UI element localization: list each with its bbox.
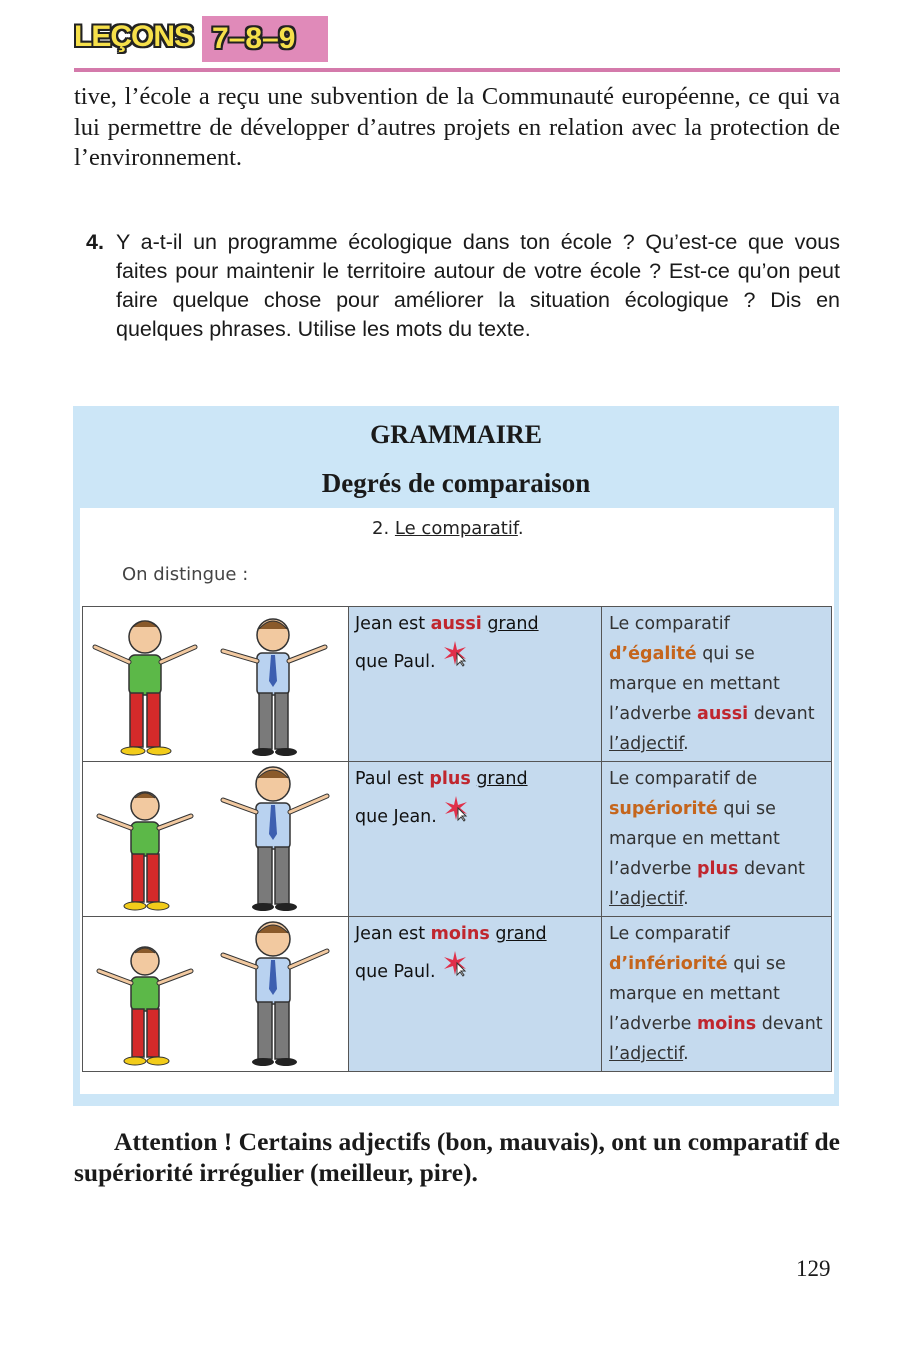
explanation-intro: Le comparatif de [609, 769, 758, 789]
two-men-taller-icon [83, 762, 348, 916]
table-row [83, 762, 832, 917]
example-cell [349, 917, 602, 1072]
example-rest: que Paul. [355, 962, 436, 982]
explanation-intro: Le comparatif [609, 924, 730, 944]
example-adverb: plus [429, 769, 471, 789]
click-spark-icon [441, 639, 469, 677]
explanation-adverb: aussi [697, 704, 749, 724]
explanation-cell [602, 607, 832, 762]
section-title-end: . [517, 518, 524, 539]
explanation-adjective: l’adjectif [609, 1044, 684, 1064]
explanation-adverb: plus [697, 859, 739, 879]
illustration-cell [83, 917, 349, 1072]
explanation-devant: devant [753, 704, 815, 724]
example-cell [349, 762, 602, 917]
example-subject: Jean est [355, 924, 426, 944]
illustration-cell [83, 762, 349, 917]
lesson-numbers: 7–8–9 [212, 22, 296, 55]
explanation-devant: devant [744, 859, 805, 879]
example-cell [349, 607, 602, 762]
example-adverb: aussi [430, 614, 482, 634]
distinguish-label: On distingue : [122, 564, 249, 585]
example-subject: Jean est [355, 614, 426, 634]
two-men-equal-icon [83, 607, 348, 761]
explanation-degree: d’égalité [609, 644, 697, 664]
explanation-devant: devant [761, 1014, 823, 1034]
illustration-cell [83, 607, 349, 762]
click-spark-icon [442, 794, 470, 832]
example-adjective: grand [476, 769, 528, 789]
section-title [372, 518, 524, 539]
grammar-box [73, 406, 839, 1106]
intro-paragraph: tive, l’école a reçu une subvention de la Communauté européenne, ce qui va lui permettre de développer d’autres projets en relation avec la protection de l’environnement. [74, 83, 840, 171]
page-number: 129 [796, 1256, 831, 1281]
example-adjective: grand [487, 614, 539, 634]
table-row [83, 917, 832, 1072]
explanation-intro: Le comparatif [609, 614, 730, 634]
example-rest: que Jean. [355, 807, 437, 827]
explanation-degree: supériorité [609, 799, 718, 819]
explanation-adjective: l’adjectif [609, 889, 684, 909]
explanation-adjective: l’adjectif [609, 734, 684, 754]
exercise-number: 4. [86, 230, 104, 254]
comparative-table [82, 606, 832, 1072]
example-adverb: moins [430, 924, 490, 944]
explanation-end: . [683, 889, 689, 909]
explanation-end: . [683, 1044, 689, 1064]
explanation-adverb: moins [697, 1014, 757, 1034]
exercise-4 [86, 228, 840, 344]
explanation-middle: qui se marque en mettant l’adverbe [609, 644, 780, 724]
explanation-middle: qui se marque en mettant l’adverbe [609, 799, 780, 879]
explanation-cell [602, 762, 832, 917]
two-men-shorter-icon [83, 917, 348, 1071]
explanation-cell [602, 917, 832, 1072]
lesson-label: LEÇONS [74, 20, 194, 53]
comparative-panel [80, 508, 834, 1094]
explanation-end: . [683, 734, 689, 754]
explanation-degree: d’infériorité [609, 954, 728, 974]
exercise-text: Y a-t-il un programme écologique dans ton école ? Qu’est-ce que vous faites pour maintenir le territoire autour de votre école ? Est-ce qu’on peut faire quelque chose pour améliorer la situation écologique ? Dis en quelques phrases. Utilise les mots du texte. [116, 230, 840, 341]
header-rule [74, 68, 840, 72]
example-subject: Paul est [355, 769, 424, 789]
grammar-title: GRAMMAIRE [370, 420, 542, 449]
explanation-middle: qui se marque en mettant l’adverbe [609, 954, 786, 1034]
table-row [83, 607, 832, 762]
section-title-text: Le comparatif [394, 518, 518, 539]
grammar-subtitle: Degrés de comparaison [321, 468, 591, 498]
example-rest: que Paul. [355, 652, 436, 672]
example-adjective: grand [495, 924, 547, 944]
section-number: 2. [372, 518, 390, 539]
attention-note: Attention ! Certains adjectifs (bon, mauvais), ont un comparatif de supériorité irrégulier (meilleur, pire). [74, 1127, 841, 1187]
click-spark-icon [441, 949, 469, 987]
